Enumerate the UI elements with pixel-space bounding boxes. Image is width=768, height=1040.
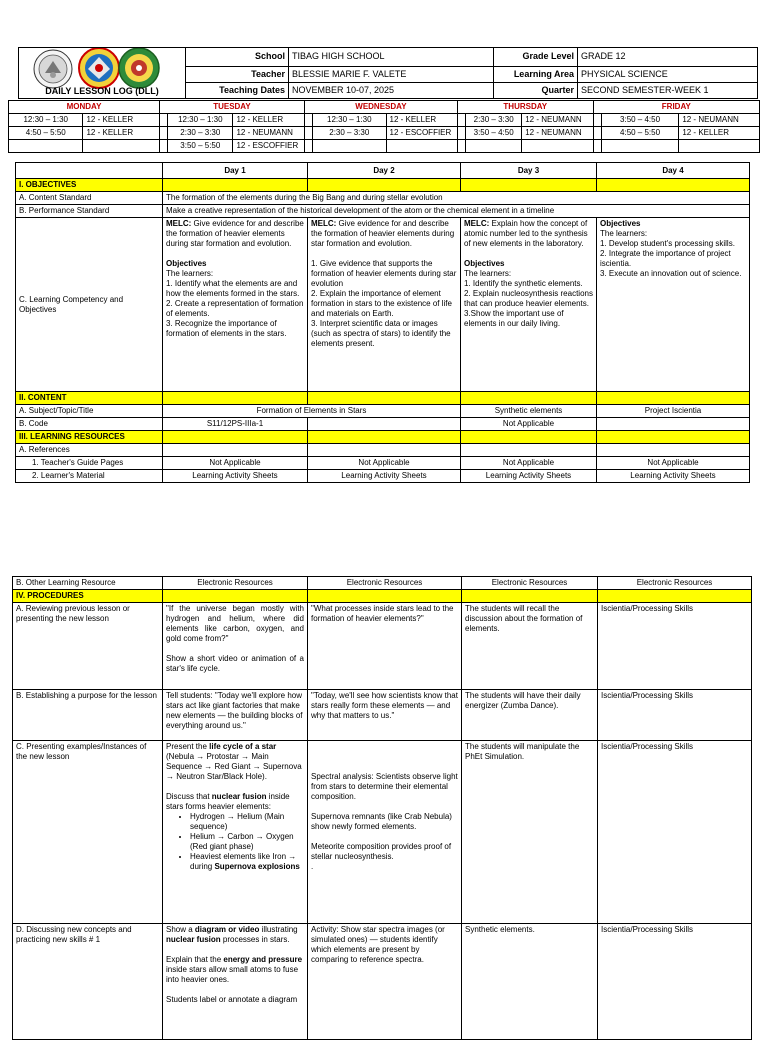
examples-text: Discuss that: [166, 792, 212, 801]
code-label: B. Code: [16, 418, 163, 431]
references-label: A. References: [16, 444, 163, 457]
purpose-day2: "Today, we'll see how scientists know that stars really form these elements — and why that matters to us.": [308, 690, 462, 741]
examples-text: Meteorite composition provides proof of stellar nucleosynthesis.: [311, 842, 452, 861]
examples-day3: The students will manipulate the PhEt Simulation.: [462, 741, 598, 924]
examples-text: (Nebula → Protostar → Main Sequence → Red Giant → Supernova → Neutron Star/Black Hole).: [166, 752, 302, 781]
examples-text: inside stars forms heavier elements:: [166, 792, 290, 811]
tg-cell: Not Applicable: [597, 457, 750, 470]
day-monday: MONDAY: [9, 101, 160, 114]
tg-cell: Not Applicable: [461, 457, 597, 470]
objectives-list: 1. Give evidence that supports the formation of heavier elements during star evolution 2. Explain the importance of element formation in stars to the existence of life and materials on Earth. 3. Interpret scientific data or images (such as spectra of stars) to identify the elements present.: [311, 259, 457, 348]
day-header: Day 1: [163, 163, 308, 179]
tg-cell: Not Applicable: [308, 457, 461, 470]
other-resource-cell: Electronic Resources: [163, 577, 308, 590]
objectives-label: Objectives: [464, 259, 505, 268]
schedule-class: 12 - KELLER: [679, 127, 760, 140]
discuss-text: inside stars allow small atoms to fuse into heavier ones.: [166, 965, 299, 984]
review-day2: "What processes inside stars lead to the formation of heavier elements?": [308, 603, 462, 690]
schedule-class: 12 - KELLER: [83, 127, 160, 140]
examples-text: .: [311, 862, 314, 871]
schedule-time: 3:50 – 4:50: [601, 114, 679, 127]
schedule-time: 3:50 – 4:50: [466, 127, 522, 140]
objectives-list: The learners: 1. Identify the synthetic elements. 2. Explain nucleosynthesis reactions that can produce heavier elements. 3.Show the important use of elements in our daily living.: [464, 269, 593, 328]
schedule-time: 4:50 – 5:50: [601, 127, 679, 140]
content-standard-label: A. Content Standard: [16, 192, 163, 205]
objectives-heading: I. OBJECTIVES: [16, 179, 163, 192]
resources-heading: III. LEARNING RESOURCES: [16, 431, 163, 444]
objectives-label: Objectives: [600, 219, 641, 228]
purpose-label: B. Establishing a purpose for the lesson: [13, 690, 163, 741]
schedule-time: 2:30 – 3:30: [466, 114, 522, 127]
examples-text: Spectral analysis: Scientists observe light from stars to determine their elemental composition.: [311, 772, 458, 801]
examples-bold: nuclear fusion: [211, 792, 267, 801]
list-item: • Helium → Carbon → Oxygen (Red giant phase): [190, 832, 304, 852]
performance-standard-label: B. Performance Standard: [16, 205, 163, 218]
discuss-text: Students label or annotate a diagram: [166, 995, 298, 1004]
quarter-value: SECOND SEMESTER-WEEK 1: [578, 83, 758, 99]
melc-label: MELC:: [311, 219, 337, 228]
purpose-day1: Tell students: "Today we'll explore how stars act like giant factories that make new elements — the building blocks of everything around us.": [163, 690, 308, 741]
schedule-class: 12 - KELLER: [83, 114, 160, 127]
schedule-time: 2:30 – 3:30: [168, 127, 233, 140]
day-header: Day 3: [461, 163, 597, 179]
lesson-plan-table: [15, 162, 750, 483]
schedule-class: 12 - NEUMANN: [679, 114, 760, 127]
examples-bold: life cycle of a star: [209, 742, 277, 751]
header-table: [18, 47, 758, 99]
examples-day2: [308, 741, 462, 924]
objectives-list: The learners: 1. Identify what the elements are and how the elements formed in the stars. 2. Create a representation of formation of elements. 3. Recognize the importance of formation of elements in the stars.: [166, 269, 304, 338]
schedule-class: 12 - NEUMANN: [233, 127, 304, 140]
day-friday: FRIDAY: [593, 101, 759, 114]
subject-day12: Formation of Elements in Stars: [163, 405, 461, 418]
dates-label: Teaching Dates: [186, 83, 289, 99]
discuss-bold: nuclear fusion: [166, 935, 221, 944]
list-item: [190, 852, 304, 872]
day-thursday: THURSDAY: [457, 101, 593, 114]
discuss-text: processes in stars.: [220, 935, 290, 944]
day-wednesday: WEDNESDAY: [304, 101, 457, 114]
list-bold: Supernova explosions: [214, 862, 300, 871]
objectives-list: The learners: 1. Develop student's processing skills. 2. Integrate the importance of project iscientia. 3. Execute an innovation out of science.: [600, 229, 742, 278]
schedule-time: 3:50 – 5:50: [168, 140, 233, 153]
review-text: "If the universe began mostly with hydrogen and helium, where did elements like carbon, oxygen, and gold come from?": [166, 604, 304, 643]
tg-label: 1. Teacher's Guide Pages: [16, 457, 163, 470]
school-value: TIBAG HIGH SCHOOL: [289, 48, 494, 67]
lc-day2: [308, 218, 461, 392]
discuss-bold: diagram or video: [194, 925, 260, 934]
performance-standard: Make a creative representation of the historical development of the atom or the chemical element in a timeline: [163, 205, 750, 218]
dll-title: DAILY LESSON LOG (DLL): [45, 85, 159, 96]
schedule-table: [8, 100, 760, 153]
review-text: Show a short video or animation of a star's life cycle.: [166, 654, 304, 673]
grade-label: Grade Level: [494, 48, 578, 67]
discuss-text: Explain that the: [166, 955, 224, 964]
review-day1: [163, 603, 308, 690]
subject-day4: Project Iscientia: [597, 405, 750, 418]
subject-day3: Synthetic elements: [461, 405, 597, 418]
tg-cell: Not Applicable: [163, 457, 308, 470]
area-label: Learning Area: [494, 67, 578, 83]
purpose-day3: The students will have their daily energizer (Zumba Dance).: [462, 690, 598, 741]
schedule-class: 12 - KELLER: [233, 114, 304, 127]
dates-value: NOVEMBER 10-07, 2025: [289, 83, 494, 99]
discussing-day2: Activity: Show star spectra images (or simulated ones) — students identify which elements are present by comparing to reference spectra.: [308, 924, 462, 1040]
objectives-label: Objectives: [166, 259, 207, 268]
examples-day4: Iscientia/Processing Skills: [598, 741, 752, 924]
other-resource-cell: Electronic Resources: [308, 577, 462, 590]
day-header: Day 4: [597, 163, 750, 179]
discuss-bold: energy and pressure: [223, 955, 303, 964]
schedule-time: 12:30 – 1:30: [9, 114, 83, 127]
melc-label: MELC:: [166, 219, 192, 228]
purpose-day4: Iscientia/Processing Skills: [598, 690, 752, 741]
school-label: School: [186, 48, 289, 67]
schedule-time: 2:30 – 3:30: [313, 127, 386, 140]
lc-day1: [163, 218, 308, 392]
discussing-day1: [163, 924, 308, 1040]
list-item: • Hydrogen → Helium (Main sequence): [190, 812, 304, 832]
lc-day3: [461, 218, 597, 392]
melc-text: Give evidence for and describe the formation of heavier elements during star formation and evolution.: [166, 219, 304, 248]
review-label: A. Reviewing previous lesson or presenting the new lesson: [13, 603, 163, 690]
lc-day4: [597, 218, 750, 392]
discussing-day3: Synthetic elements.: [462, 924, 598, 1040]
subject-label: A. Subject/Topic/Title: [16, 405, 163, 418]
fusion-list: [166, 812, 304, 872]
logo-cell: [19, 48, 186, 99]
lm-cell: Learning Activity Sheets: [163, 470, 308, 483]
review-day3: The students will recall the discussion about the formation of elements.: [462, 603, 598, 690]
other-resource-label: B. Other Learning Resource: [13, 577, 163, 590]
other-resource-cell: Electronic Resources: [598, 577, 752, 590]
melc-text: Explain how the concept of atomic number led to the synthesis of new elements in the laboratory.: [464, 219, 588, 248]
content-heading: II. CONTENT: [16, 392, 163, 405]
lm-label: 2. Learner's Material: [16, 470, 163, 483]
area-value: PHYSICAL SCIENCE: [578, 67, 758, 83]
schedule-class: 12 - ESCOFFIER: [386, 127, 457, 140]
discussing-label: D. Discussing new concepts and practicing new skills # 1: [13, 924, 163, 1040]
schedule-class: 12 - KELLER: [386, 114, 457, 127]
grade-value: GRADE 12: [578, 48, 758, 67]
schedule-class: 12 - NEUMANN: [522, 127, 593, 140]
lm-cell: Learning Activity Sheets: [597, 470, 750, 483]
schedule-class: 12 - NEUMANN: [522, 114, 593, 127]
procedures-heading: IV. PROCEDURES: [13, 590, 163, 603]
content-standard: The formation of the elements during the Big Bang and during stellar evolution: [163, 192, 750, 205]
melc-label: MELC:: [464, 219, 490, 228]
schedule-class: 12 - ESCOFFIER: [233, 140, 304, 153]
examples-text: Present the: [166, 742, 210, 751]
code-day1: S11/12PS-IIIa-1: [163, 418, 308, 431]
examples-label: C. Presenting examples/Instances of the new lesson: [13, 741, 163, 924]
schedule-time: 12:30 – 1:30: [313, 114, 386, 127]
procedures-table: [12, 576, 752, 1040]
review-day4: Iscientia/Processing Skills: [598, 603, 752, 690]
learning-competency-label: C. Learning Competency and Objectives: [16, 218, 163, 392]
examples-day1: [163, 741, 308, 924]
quarter-label: Quarter: [494, 83, 578, 99]
discuss-text: illustrating: [259, 925, 298, 934]
day-header: Day 2: [308, 163, 461, 179]
discussing-day4: Iscientia/Processing Skills: [598, 924, 752, 1040]
other-resource-cell: Electronic Resources: [462, 577, 598, 590]
schedule-time: 12:30 – 1:30: [168, 114, 233, 127]
lm-cell: Learning Activity Sheets: [308, 470, 461, 483]
melc-text: Give evidence for and describe the formation of heavier elements during star formation and evolution.: [311, 219, 455, 248]
day-tuesday: TUESDAY: [160, 101, 305, 114]
schedule-time: 4:50 – 5:50: [9, 127, 83, 140]
discuss-text: Show a: [166, 925, 195, 934]
lm-cell: Learning Activity Sheets: [461, 470, 597, 483]
teacher-value: BLESSIE MARIE F. VALETE: [289, 67, 494, 83]
teacher-label: Teacher: [186, 67, 289, 83]
examples-text: Supernova remnants (like Crab Nebula) show newly formed elements.: [311, 812, 452, 831]
list-text: Heaviest elements like Iron → during: [190, 852, 297, 871]
code-day3: Not Applicable: [461, 418, 597, 431]
